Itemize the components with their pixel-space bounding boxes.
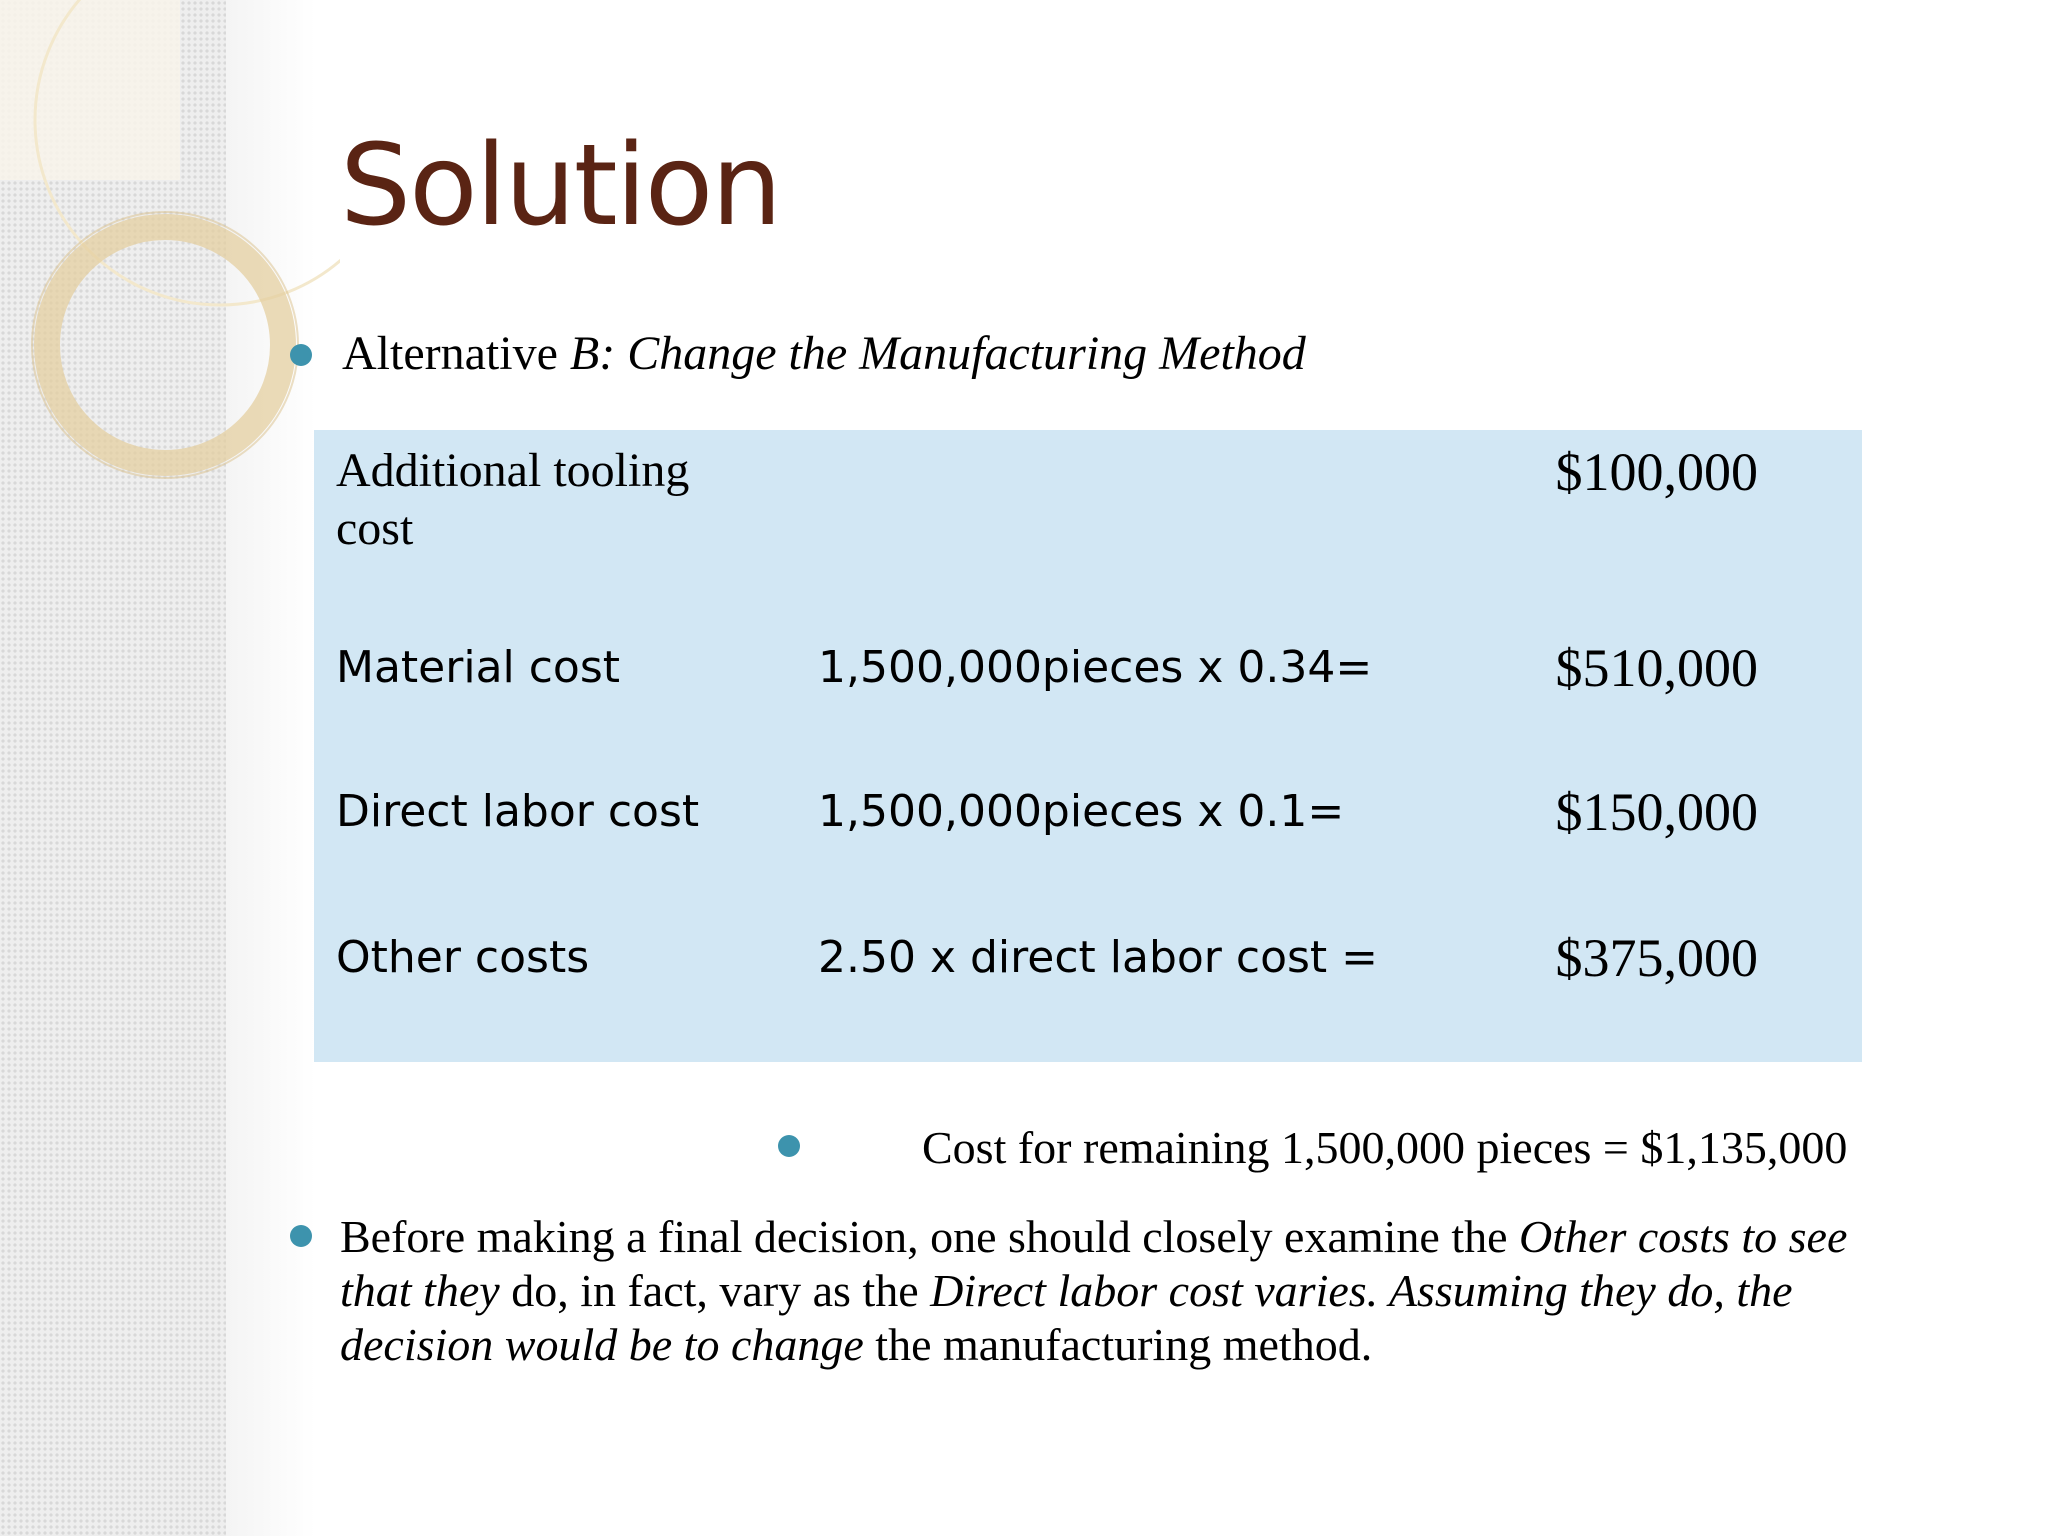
row-amount-other: $375,000 (1555, 928, 1758, 988)
row-label-material: Material cost (336, 642, 621, 693)
row-amount-material: $510,000 (1555, 638, 1758, 698)
row-calc-labor: 1,500,000pieces x 0.1= (818, 786, 1345, 837)
row-calc-other: 2.50 x direct labor cost = (818, 932, 1379, 983)
row-amount-labor: $150,000 (1555, 782, 1758, 842)
row-label-tooling: Additional tooling cost (336, 444, 690, 555)
alternative-emphasis: B: Change the Manufacturing Method (569, 327, 1306, 380)
bullet-dot (290, 1225, 312, 1247)
row-calc-material: 1,500,000pieces x 0.34= (818, 642, 1373, 693)
alternative-prefix: Alternative (342, 327, 570, 380)
row-label-other: Other costs (336, 932, 590, 983)
total-cost-line: Cost for remaining 1,500,000 pieces = $1,135,000 (922, 1122, 1848, 1173)
cost-table (314, 430, 1862, 1062)
slide-title: Solution (340, 121, 781, 251)
row-label-labor: Direct labor cost (336, 786, 700, 837)
alternative-heading (342, 326, 1306, 382)
decorative-rings (0, 0, 340, 520)
bullet-dot (290, 344, 312, 366)
row-amount-tooling: $100,000 (1555, 442, 1758, 502)
decision-note (340, 1210, 1900, 1372)
note-part: Before making a final decision, one should closely examine the (340, 1211, 1520, 1262)
note-part-italic: Other costs to see that they (340, 1211, 1848, 1316)
note-part: do, in fact, vary as the (499, 1265, 931, 1316)
note-part: the manufacturing method. (863, 1319, 1373, 1370)
bullet-dot (778, 1135, 800, 1157)
note-part-italic: Direct labor cost varies. Assuming they do, the decision would be to change (340, 1265, 1793, 1370)
